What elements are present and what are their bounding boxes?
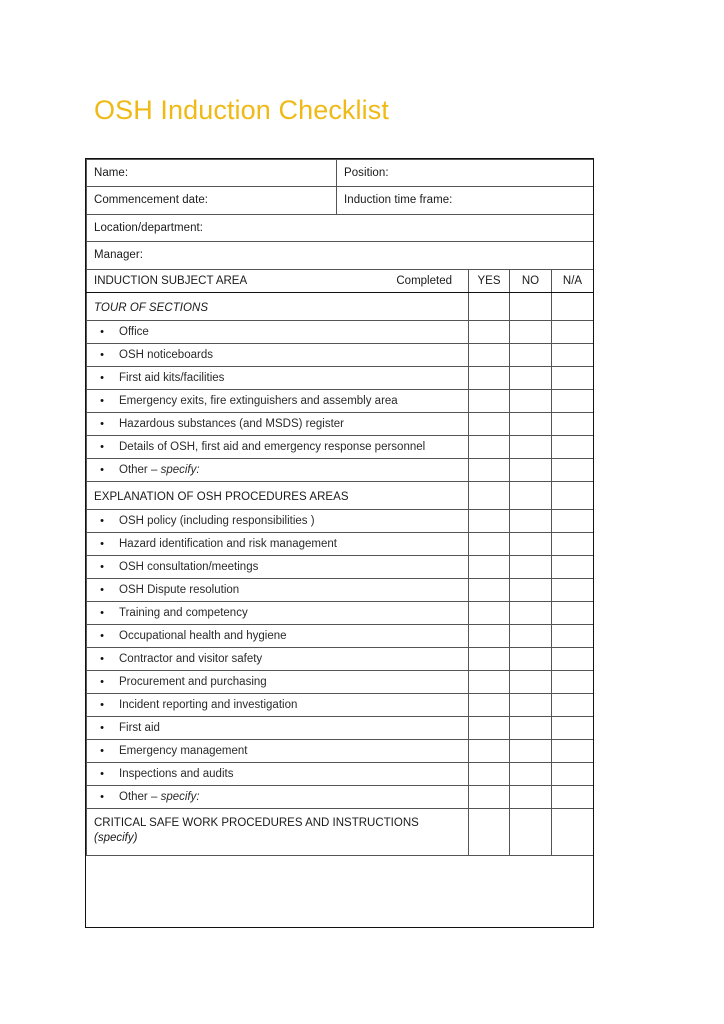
- checkbox-cell-na[interactable]: [552, 532, 594, 555]
- checkbox-cell-na[interactable]: [552, 624, 594, 647]
- checklist-item-row: [87, 785, 594, 808]
- checkbox-cell-yes[interactable]: [469, 481, 510, 509]
- field-cell-position[interactable]: [337, 160, 594, 187]
- checkbox-cell-no[interactable]: [510, 292, 552, 320]
- section-title-explanation-of-osh-procedures-areas: EXPLANATION OF OSH PROCEDURES AREAS: [94, 490, 349, 503]
- column-header-yes: YES: [469, 269, 510, 292]
- critical-safe-work-procedures-cell: [87, 808, 469, 855]
- field-cell-manager[interactable]: [87, 242, 594, 269]
- checklist-item-cell: [87, 435, 469, 458]
- checkbox-cell-na[interactable]: [552, 578, 594, 601]
- checklist-item-cell: [87, 693, 469, 716]
- checklist-item-label: Contractor and visitor safety: [119, 652, 263, 665]
- critical-safe-work-procedures-label: [87, 809, 468, 855]
- checkbox-cell-na[interactable]: [552, 343, 594, 366]
- table-row-location-department: [87, 214, 594, 241]
- bullet-icon: •: [100, 440, 104, 453]
- bullet-icon: •: [100, 652, 104, 665]
- checkbox-cell-no[interactable]: [510, 624, 552, 647]
- page-title: OSH Induction Checklist: [94, 95, 389, 125]
- checklist-item-row: [87, 739, 594, 762]
- checklist-item-row: [87, 762, 594, 785]
- checklist-item-label: OSH noticeboards: [119, 348, 213, 361]
- checkbox-cell-no[interactable]: [510, 716, 552, 739]
- checklist-item-label: Other – specify:: [119, 790, 200, 803]
- checklist-item-cell: [87, 578, 469, 601]
- checklist-item-label: Hazard identification and risk management: [119, 537, 337, 550]
- checkbox-cell-yes[interactable]: [469, 389, 510, 412]
- checklist-item-row: [87, 412, 594, 435]
- checklist-item-row: [87, 458, 594, 481]
- checkbox-cell-yes[interactable]: [469, 555, 510, 578]
- bullet-icon: •: [100, 721, 104, 734]
- checkbox-cell-yes[interactable]: [469, 578, 510, 601]
- checklist-item-cell: [87, 389, 469, 412]
- bullet-icon: •: [100, 463, 104, 476]
- checkbox-cell-na[interactable]: [552, 555, 594, 578]
- checkbox-cell-na[interactable]: [552, 762, 594, 785]
- checklist-item-cell: [87, 624, 469, 647]
- table-row-name-position: [87, 160, 594, 187]
- bullet-icon: •: [100, 790, 104, 803]
- checkbox-cell-na[interactable]: [552, 601, 594, 624]
- checkbox-cell-na[interactable]: [552, 808, 594, 855]
- checkbox-cell-na[interactable]: [552, 389, 594, 412]
- field-cell-induction-time-frame[interactable]: [337, 187, 594, 214]
- checklist-item-row: [87, 624, 594, 647]
- checklist-item-label: Details of OSH, first aid and emergency response personnel: [119, 440, 426, 453]
- bullet-icon: •: [100, 675, 104, 688]
- checkbox-cell-yes[interactable]: [469, 693, 510, 716]
- bullet-icon: •: [100, 394, 104, 407]
- checklist-item-row: [87, 716, 594, 739]
- table-row-manager: [87, 242, 594, 269]
- osh-induction-checklist-table: [86, 159, 594, 856]
- checkbox-cell-yes[interactable]: [469, 412, 510, 435]
- checkbox-cell-no[interactable]: [510, 343, 552, 366]
- checkbox-cell-yes[interactable]: [469, 320, 510, 343]
- checkbox-cell-na[interactable]: [552, 458, 594, 481]
- checkbox-cell-no[interactable]: [510, 808, 552, 855]
- field-cell-location-department[interactable]: [87, 214, 594, 241]
- checklist-item-cell: [87, 509, 469, 532]
- checkbox-cell-na[interactable]: [552, 435, 594, 458]
- checklist-item-label: OSH consultation/meetings: [119, 560, 259, 573]
- field-cell-commencement-date[interactable]: [87, 187, 337, 214]
- checkbox-cell-yes[interactable]: [469, 808, 510, 855]
- checkbox-cell-no[interactable]: [510, 389, 552, 412]
- checkbox-cell-na[interactable]: [552, 412, 594, 435]
- checkbox-cell-no[interactable]: [510, 366, 552, 389]
- checklist-item-label: First aid: [119, 721, 160, 734]
- checklist-item-cell: [87, 739, 469, 762]
- checklist-item-emphasis: specify:: [160, 790, 200, 803]
- checklist-item-row: [87, 366, 594, 389]
- checkbox-cell-no[interactable]: [510, 693, 552, 716]
- checkbox-cell-yes[interactable]: [469, 343, 510, 366]
- checkbox-cell-no[interactable]: [510, 762, 552, 785]
- checkbox-cell-na[interactable]: [552, 366, 594, 389]
- checkbox-cell-yes[interactable]: [469, 435, 510, 458]
- bullet-icon: •: [100, 371, 104, 384]
- checkbox-cell-na[interactable]: [552, 647, 594, 670]
- section-title-row-explanation-of-osh-procedures-areas: [87, 481, 594, 509]
- checklist-item-row: [87, 601, 594, 624]
- section-title-cell-explanation: [87, 481, 469, 509]
- checklist-item-cell: [87, 762, 469, 785]
- checkbox-cell-yes[interactable]: [469, 458, 510, 481]
- table-body: [87, 160, 594, 856]
- checklist-item-cell: [87, 366, 469, 389]
- checklist-item-row: [87, 693, 594, 716]
- field-cell-name[interactable]: [87, 160, 337, 187]
- checkbox-cell-no[interactable]: [510, 555, 552, 578]
- checkbox-cell-na[interactable]: [552, 481, 594, 509]
- section-title-cell-tour-of-sections: [87, 292, 469, 320]
- checkbox-cell-no[interactable]: [510, 458, 552, 481]
- checkbox-cell-yes[interactable]: [469, 647, 510, 670]
- checkbox-cell-no[interactable]: [510, 670, 552, 693]
- field-label-induction-time-frame: Induction time frame:: [344, 194, 453, 207]
- checkbox-cell-no[interactable]: [510, 739, 552, 762]
- checkbox-cell-no[interactable]: [510, 412, 552, 435]
- checkbox-cell-yes[interactable]: [469, 785, 510, 808]
- checklist-item-row: [87, 435, 594, 458]
- bullet-icon: •: [100, 417, 104, 430]
- checklist-item-row: [87, 555, 594, 578]
- checkbox-cell-no[interactable]: [510, 320, 552, 343]
- checklist-item-label: Training and competency: [119, 606, 248, 619]
- checklist-item-label: Occupational health and hygiene: [119, 629, 287, 642]
- section-title-tour-of-sections: TOUR OF SECTIONS: [94, 301, 209, 314]
- checklist-item-cell: [87, 343, 469, 366]
- checklist-item-label: Other – specify:: [119, 463, 200, 476]
- checkbox-cell-na[interactable]: [552, 785, 594, 808]
- table-row-commencement-induction: [87, 187, 594, 214]
- bullet-icon: •: [100, 767, 104, 780]
- checkbox-cell-yes[interactable]: [469, 624, 510, 647]
- column-header-subject-area: INDUCTION SUBJECT AREA: [94, 274, 248, 287]
- checklist-item-label: Incident reporting and investigation: [119, 698, 298, 711]
- checklist-item-label: Procurement and purchasing: [119, 675, 267, 688]
- checklist-item-row: [87, 320, 594, 343]
- checklist-item-row: [87, 578, 594, 601]
- bullet-icon: •: [100, 606, 104, 619]
- checklist-item-row: [87, 670, 594, 693]
- field-label-position: Position:: [344, 167, 389, 179]
- field-label-commencement-date: Commencement date:: [94, 194, 209, 207]
- checkbox-cell-na[interactable]: [552, 670, 594, 693]
- checklist-item-label: First aid kits/facilities: [119, 371, 225, 384]
- checkbox-cell-na[interactable]: [552, 693, 594, 716]
- checklist-item-cell: [87, 532, 469, 555]
- critical-safe-work-procedures-row: [87, 808, 594, 855]
- table-header-row: [87, 269, 594, 292]
- column-header-subject-area-cell: [87, 269, 469, 292]
- checklist-item-cell: [87, 320, 469, 343]
- bullet-icon: •: [100, 348, 104, 361]
- checkbox-cell-na[interactable]: [552, 292, 594, 320]
- bullet-icon: •: [100, 537, 104, 550]
- checklist-item-row: [87, 389, 594, 412]
- checkbox-cell-no[interactable]: [510, 509, 552, 532]
- bullet-icon: •: [100, 744, 104, 757]
- checkbox-cell-no[interactable]: [510, 578, 552, 601]
- checklist-item-cell: [87, 647, 469, 670]
- checklist-item-row: [87, 509, 594, 532]
- checkbox-cell-yes[interactable]: [469, 509, 510, 532]
- checklist-item-label: Inspections and audits: [119, 767, 234, 780]
- checkbox-cell-na[interactable]: [552, 320, 594, 343]
- field-label-manager: Manager:: [94, 249, 143, 262]
- checkbox-cell-no[interactable]: [510, 481, 552, 509]
- bullet-icon: •: [100, 325, 104, 338]
- checkbox-cell-yes[interactable]: [469, 762, 510, 785]
- checklist-item-row: [87, 343, 594, 366]
- field-label-location-department: Location/department:: [94, 221, 204, 234]
- field-label-name: Name:: [94, 167, 129, 179]
- checkbox-cell-yes[interactable]: [469, 670, 510, 693]
- checklist-item-cell: [87, 412, 469, 435]
- checkbox-cell-no[interactable]: [510, 532, 552, 555]
- checklist-item-label: Hazardous substances (and MSDS) register: [119, 417, 344, 430]
- column-header-na: N/A: [552, 269, 594, 292]
- checklist-item-label: OSH policy (including responsibilities ): [119, 514, 315, 527]
- checklist-item-emphasis: specify:: [160, 463, 200, 476]
- checkbox-cell-na[interactable]: [552, 509, 594, 532]
- checklist-item-label: Office: [119, 325, 149, 338]
- column-header-no: NO: [510, 269, 552, 292]
- checkbox-cell-yes[interactable]: [469, 739, 510, 762]
- bullet-icon: •: [100, 514, 104, 527]
- checkbox-cell-yes[interactable]: [469, 601, 510, 624]
- checklist-item-cell: [87, 785, 469, 808]
- checkbox-cell-no[interactable]: [510, 785, 552, 808]
- checkbox-cell-na[interactable]: [552, 739, 594, 762]
- checkbox-cell-no[interactable]: [510, 435, 552, 458]
- checklist-item-cell: [87, 716, 469, 739]
- checklist-item-cell: [87, 670, 469, 693]
- checklist-item-row: [87, 532, 594, 555]
- section-title-row-tour-of-sections: [87, 292, 594, 320]
- checklist-item-cell: [87, 458, 469, 481]
- checkbox-cell-no[interactable]: [510, 601, 552, 624]
- checkbox-cell-yes[interactable]: [469, 716, 510, 739]
- checklist-item-label: Emergency exits, fire extinguishers and assembly area: [119, 394, 398, 407]
- bullet-icon: •: [100, 560, 104, 573]
- checklist-item-label: Emergency management: [119, 744, 248, 757]
- critical-title: CRITICAL SAFE WORK PROCEDURES AND INSTRUCTIONS: [94, 816, 419, 829]
- checklist-item-label: OSH Dispute resolution: [119, 583, 240, 596]
- checkbox-cell-yes[interactable]: [469, 292, 510, 320]
- checklist-item-row: [87, 647, 594, 670]
- checkbox-cell-na[interactable]: [552, 716, 594, 739]
- checklist-item-cell: [87, 555, 469, 578]
- bullet-icon: •: [100, 698, 104, 711]
- checkbox-cell-yes[interactable]: [469, 532, 510, 555]
- critical-subtitle: (specify): [94, 832, 138, 845]
- checkbox-cell-no[interactable]: [510, 647, 552, 670]
- checklist-item-cell: [87, 601, 469, 624]
- checkbox-cell-yes[interactable]: [469, 366, 510, 389]
- bullet-icon: •: [100, 583, 104, 596]
- bullet-icon: •: [100, 629, 104, 642]
- column-header-completed: Completed: [396, 274, 452, 287]
